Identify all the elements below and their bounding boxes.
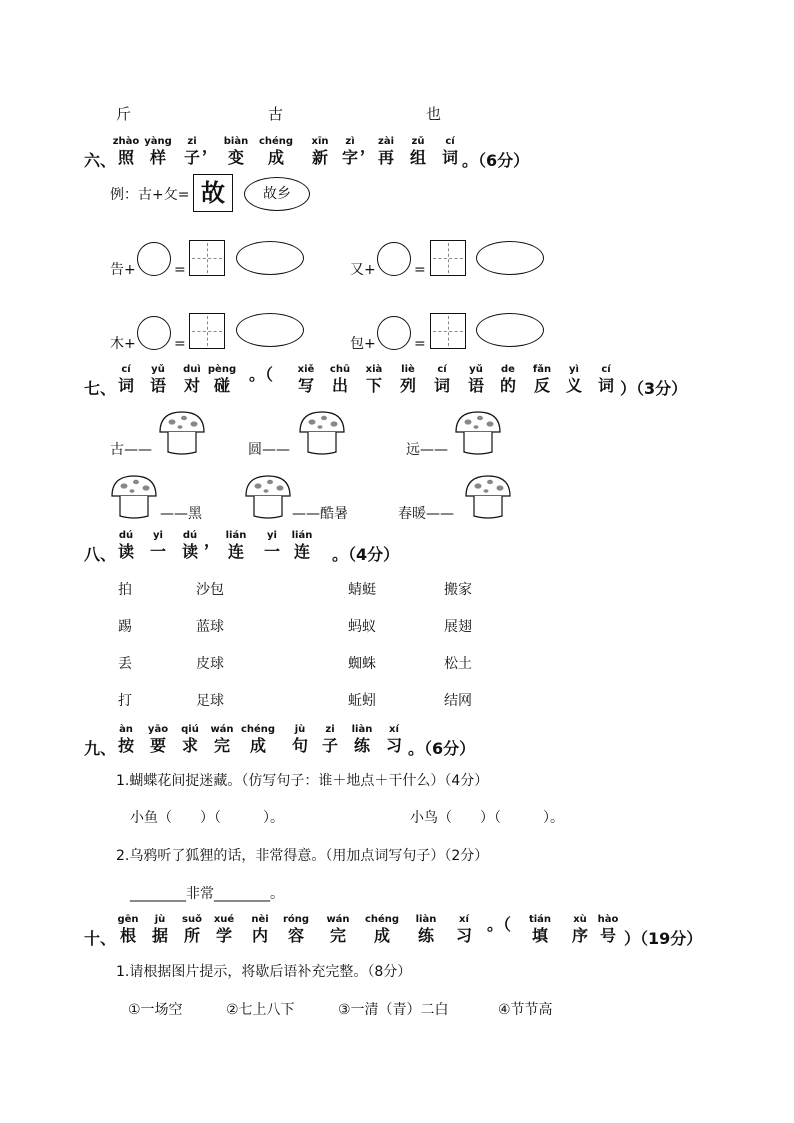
answer-grid[interactable] (189, 240, 225, 276)
answer-line-feichang[interactable]: ________非常________。 (130, 886, 284, 902)
item-label-bao: 包+ (350, 336, 376, 352)
mushroom-icon[interactable] (156, 410, 208, 456)
match-word[interactable]: 皮球 (196, 656, 224, 672)
top-char-3: 也 (426, 105, 442, 123)
match-word[interactable]: 沙包 (196, 582, 224, 598)
antonym-word: 圆—— (248, 442, 290, 458)
answer-ellipse[interactable] (476, 241, 544, 275)
match-word[interactable]: 蚯蚓 (348, 693, 376, 709)
answer-circle[interactable] (377, 242, 411, 276)
mushroom-icon[interactable] (452, 410, 504, 456)
section-7-title: 七、 cí 词 yǔ 语 duì 对 pèng 碰 。（ xiě 写 chū 出 xià 下 liè 列 cí 词 yǔ 语 de 的 fǎn 反 yì 义 cí 词 ）（3分） (84, 364, 688, 398)
antonym-word: 远—— (406, 442, 448, 458)
mushroom-icon[interactable] (462, 474, 514, 520)
match-word[interactable]: 蓝球 (196, 619, 224, 635)
answer-circle[interactable] (137, 242, 171, 276)
option-3: ③一清（青）二白 (338, 1002, 449, 1018)
item-label-mu: 木+ (110, 336, 136, 352)
match-word[interactable]: 拍 (118, 582, 132, 598)
option-2: ②七上八下 (226, 1002, 295, 1018)
section-6-title: 六、 zhào 照 yàng 样 zi 子 ， biàn 变 chéng 成 xīn 新 zì 字 ， zài 再 zǔ 组 cí 词 。（6分） (84, 136, 530, 170)
section-10-title: 十、 gēn 根 jù 据 suǒ 所 xué 学 nèi 内 róng 容 wán 完 chéng 成 liàn 练 xí 习 。（ tián 填 xù 序 hào 号 ）（19分） (84, 914, 703, 948)
section-8-title: 八、 dú 读 yi 一 dú 读 ， lián 连 yi 一 lián 连 。（4分） (84, 530, 400, 564)
item-label-gao: 告+ (110, 262, 136, 278)
answer-line-bird[interactable]: 小鸟（ ）（ ）。 (410, 810, 564, 826)
answer-ellipse[interactable] (476, 313, 544, 347)
example-char-box: 故 (193, 174, 233, 212)
example-label: 例：古+攵= (110, 187, 190, 203)
equals-sign: = (414, 262, 426, 278)
answer-ellipse[interactable] (236, 313, 304, 347)
answer-circle[interactable] (137, 316, 171, 350)
answer-circle[interactable] (377, 316, 411, 350)
antonym-word: ——黑 (160, 506, 202, 522)
top-char-1: 斤 (116, 105, 132, 123)
question-9-1: 1.蝴蝶花间捉迷藏。（仿写句子：谁＋地点＋干什么）（4分） (116, 773, 489, 789)
item-label-you: 又+ (350, 262, 376, 278)
answer-line-fish[interactable]: 小鱼（ ）（ ）。 (130, 810, 284, 826)
equals-sign: = (174, 336, 186, 352)
section-number: 六、 (84, 151, 117, 170)
antonym-word: 古—— (110, 442, 152, 458)
answer-grid[interactable] (430, 240, 466, 276)
section-9-title: 九、 àn 按 yāo 要 qiú 求 wán 完 chéng 成 jù 句 zi 子 liàn 练 xí 习 。（6分） (84, 724, 476, 758)
match-word[interactable]: 松土 (444, 656, 472, 672)
match-word[interactable]: 踢 (118, 619, 132, 635)
match-word[interactable]: 展翅 (444, 619, 472, 635)
question-9-2: 2.乌鸦听了狐狸的话，非常得意。（用加点词写句子）（2分） (116, 848, 489, 864)
match-word[interactable]: 结网 (444, 693, 472, 709)
option-1: ①一场空 (128, 1002, 183, 1018)
example-word-ellipse: 故乡 (244, 177, 310, 211)
equals-sign: = (414, 336, 426, 352)
mushroom-icon[interactable] (108, 474, 160, 520)
equals-sign: = (174, 262, 186, 278)
top-char-2: 古 (268, 105, 284, 123)
match-word[interactable]: 足球 (196, 693, 224, 709)
mushroom-icon[interactable] (296, 410, 348, 456)
match-word[interactable]: 打 (118, 693, 132, 709)
antonym-word: 春暖—— (398, 506, 454, 522)
option-4: ④节节高 (498, 1002, 553, 1018)
match-word[interactable]: 搬家 (444, 582, 472, 598)
antonym-word: ——酷暑 (292, 506, 348, 522)
question-10-1: 1.请根据图片提示，将歇后语补充完整。（8分） (116, 964, 412, 980)
answer-grid[interactable] (430, 313, 466, 349)
answer-grid[interactable] (189, 313, 225, 349)
match-word[interactable]: 蜻蜓 (348, 582, 376, 598)
mushroom-icon[interactable] (242, 474, 294, 520)
match-word[interactable]: 蚂蚁 (348, 619, 376, 635)
match-word[interactable]: 丢 (118, 656, 132, 672)
match-word[interactable]: 蜘蛛 (348, 656, 376, 672)
answer-ellipse[interactable] (236, 241, 304, 275)
